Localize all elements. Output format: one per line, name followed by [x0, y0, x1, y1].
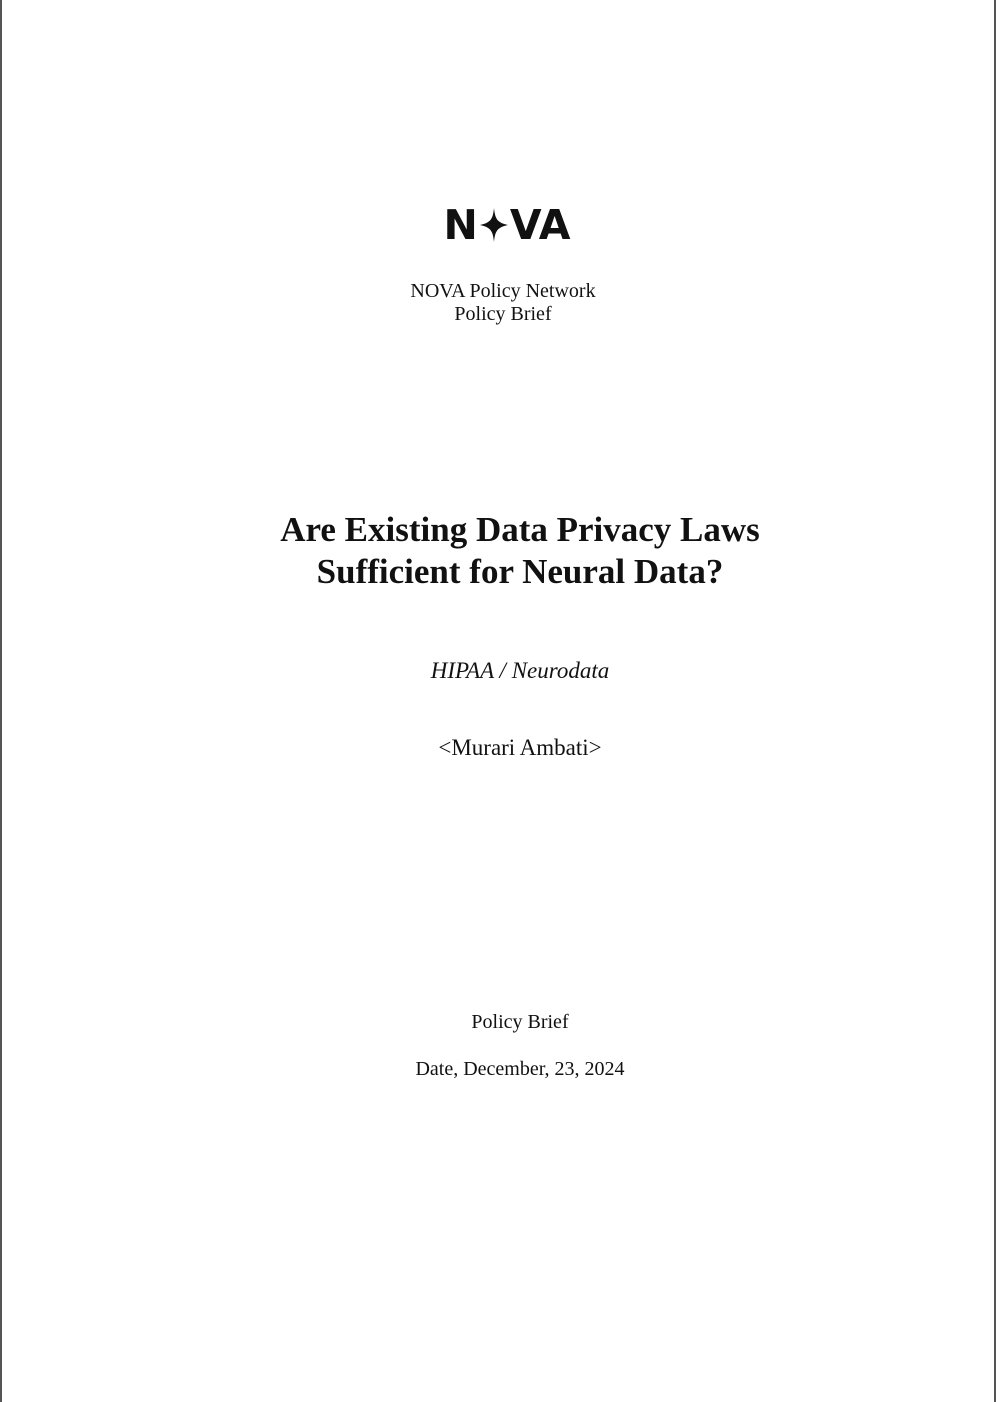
logo-prefix: N	[443, 201, 478, 249]
page-border-left	[0, 0, 2, 1402]
document-title: Are Existing Data Privacy Laws Sufficient for Neural Data?	[280, 510, 760, 591]
brief-type-label: Policy Brief	[471, 1011, 569, 1033]
logo-suffix: VA	[509, 201, 571, 249]
document-author: <Murari Ambati>	[438, 735, 602, 760]
organization-document-type: Policy Brief	[454, 303, 552, 325]
nova-logo	[443, 201, 571, 249]
four-point-star-icon	[479, 207, 509, 243]
organization-name: NOVA Policy Network	[410, 280, 596, 302]
brief-date: Date, December, 23, 2024	[415, 1058, 625, 1080]
document-subtitle: HIPAA / Neurodata	[430, 658, 610, 683]
